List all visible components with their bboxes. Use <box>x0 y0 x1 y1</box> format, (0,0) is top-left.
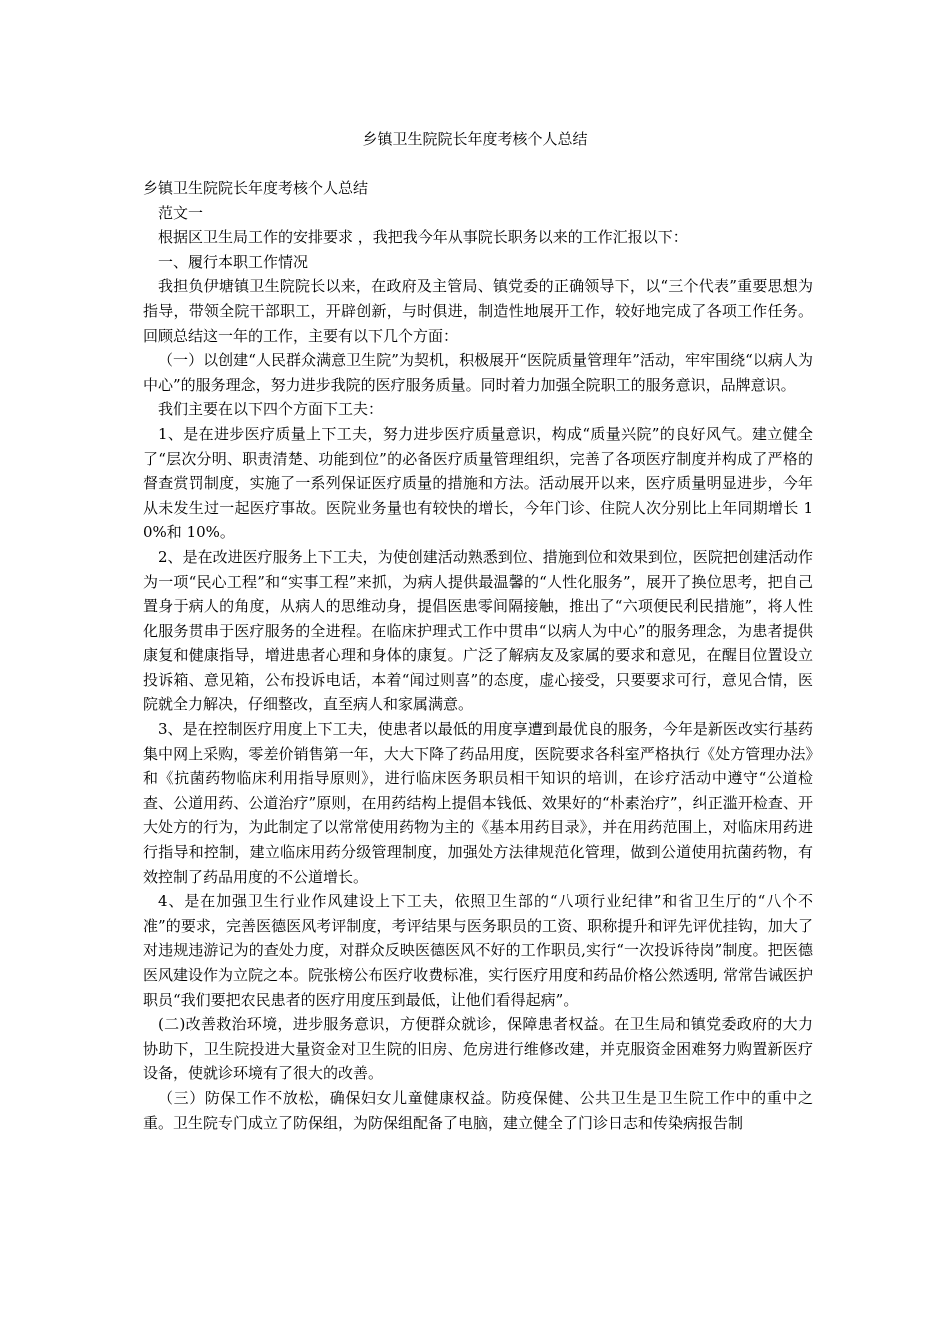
paragraph: 2、是在改进医疗服务上下工夫，为使创建活动熟悉到位、措施到位和效果到位，医院把创建活动作为一项“民心工程”和“实事工程”来抓，为病人提供最温馨的“人性化服务”，展开了换位思考，把自己置身于病人的角度，从病人的思维动身，提倡医患零间隔接触，推出了“六项便民利民措施”，将人性化服务贯串于医疗服务的全进程。在临床护理式工作中贯串“以病人为中心”的服务理念，为患者提供康复和健康指导，增进患者心理和身体的康复。广泛了解病友及家属的要求和意见，在醒目位置设立投诉箱、意见箱，公布投诉电话，本着“闻过则喜”的态度，虚心接受，只要要求可行，意见合情，医院就全力解决，仔细整改，直至病人和家属满意。 <box>143 547 813 714</box>
paragraph: 4、是在加强卫生行业作风建设上下工夫，依照卫生部的“八项行业纪律”和省卫生厅的“八个不准”的要求，完善医德医风考评制度，考评结果与医务职员的工资、职称提升和评先评优挂钩，加大了对违规违游记为的查处力度，对群众反映医德医风不好的工作职员,实行“一次投诉待岗”制度。把医德医风建设作为立院之本。院张榜公布医疗收费标准，实行医疗用度和药品价格公然透明, 常常告诫医护职员“我们要把农民患者的医疗用度压到最低，让他们看得起病”。 <box>143 892 813 1009</box>
paragraph: 3、是在控制医疗用度上下工夫，使患者以最低的用度享遭到最优良的服务，今年是新医改实行基药集中网上采购，零差价销售第一年，大大下降了药品用度，医院要求各科室严格执行《处方管理办法》和《抗菌药物临床利用指导原则》，进行临床医务职员相干知识的培训，在诊疗活动中遵守“公道检查、公道用药、公道治疗”原则，在用药结构上提倡本钱低、效果好的“朴素治疗”，纠正滥开检查、开大处方的行为，为此制定了以常常使用药物为主的《基本用药目录》，并在用药范围上，对临床用药进行指导和控制，建立临床用药分级管理制度，加强处方法律规范化管理，做到公道使用抗菌药物，有效控制了药品用度的不公道增长。 <box>143 720 813 886</box>
paragraph: 范文一 <box>158 203 204 222</box>
paragraph: 我们主要在以下四个方面下工夫： <box>158 400 384 419</box>
document-title: 乡镇卫生院院长年度考核个人总结 <box>362 130 588 148</box>
paragraph: 我担负伊塘镇卫生院院长以来，在政府及主管局、镇党委的正确领导下，以“三个代表”重要思想为指导，带领全院干部职工，开辟创新，与时俱进，制造性地展开工作，较好地完成了各项工作任务。回顾总结这一年的工作，主要有以下几个方面： <box>143 277 813 345</box>
document-body <box>143 176 813 1135</box>
paragraph: 1、是在进步医疗质量上下工夫，努力进步医疗质量意识，构成“质量兴院”的良好风气。建立健全了“层次分明、职责清楚、功能到位”的必备医疗质量管理组织，完善了各项医疗制度并构成了严格的督查赏罚制度，实施了一系列保证医疗质量的措施和方法。活动展开以来，医疗质量明显进步，今年从未发生过一起医疗事故。医院业务量也有较快的增长，今年门诊、住院人次分别比上年同期增长 10%和 10%。 <box>143 424 813 542</box>
paragraph: （三）防保工作不放松，确保妇女儿童健康权益。防疫保健、公共卫生是卫生院工作中的重中之重。卫生院专门成立了防保组，为防保组配备了电脑，建立健全了门诊日志和传染病报告制 <box>143 1088 813 1132</box>
paragraph: 乡镇卫生院院长年度考核个人总结 <box>143 179 369 197</box>
paragraph: （一）以创建“人民群众满意卫生院”为契机，积极展开“医院质量管理年”活动，牢牢围绕“以病人为中心”的服务理念，努力进步我院的医疗服务质量。同时着力加强全院职工的服务意识，品牌意识。 <box>143 351 813 394</box>
paragraph: 根据区卫生局工作的安排要求 ，我把我今年从事院长职务以来的工作汇报以下： <box>158 228 688 247</box>
paragraph: 一、履行本职工作情况 <box>158 252 309 271</box>
paragraph: (二)改善救治环境，进步服务意识，方便群众就诊，保障患者权益。在卫生局和镇党委政府的大力协助下，卫生院投进大量资金对卫生院的旧房、危房进行维修改建，并克服资金困难努力购置新医疗设备，使就诊环境有了很大的改善。 <box>143 1015 813 1083</box>
